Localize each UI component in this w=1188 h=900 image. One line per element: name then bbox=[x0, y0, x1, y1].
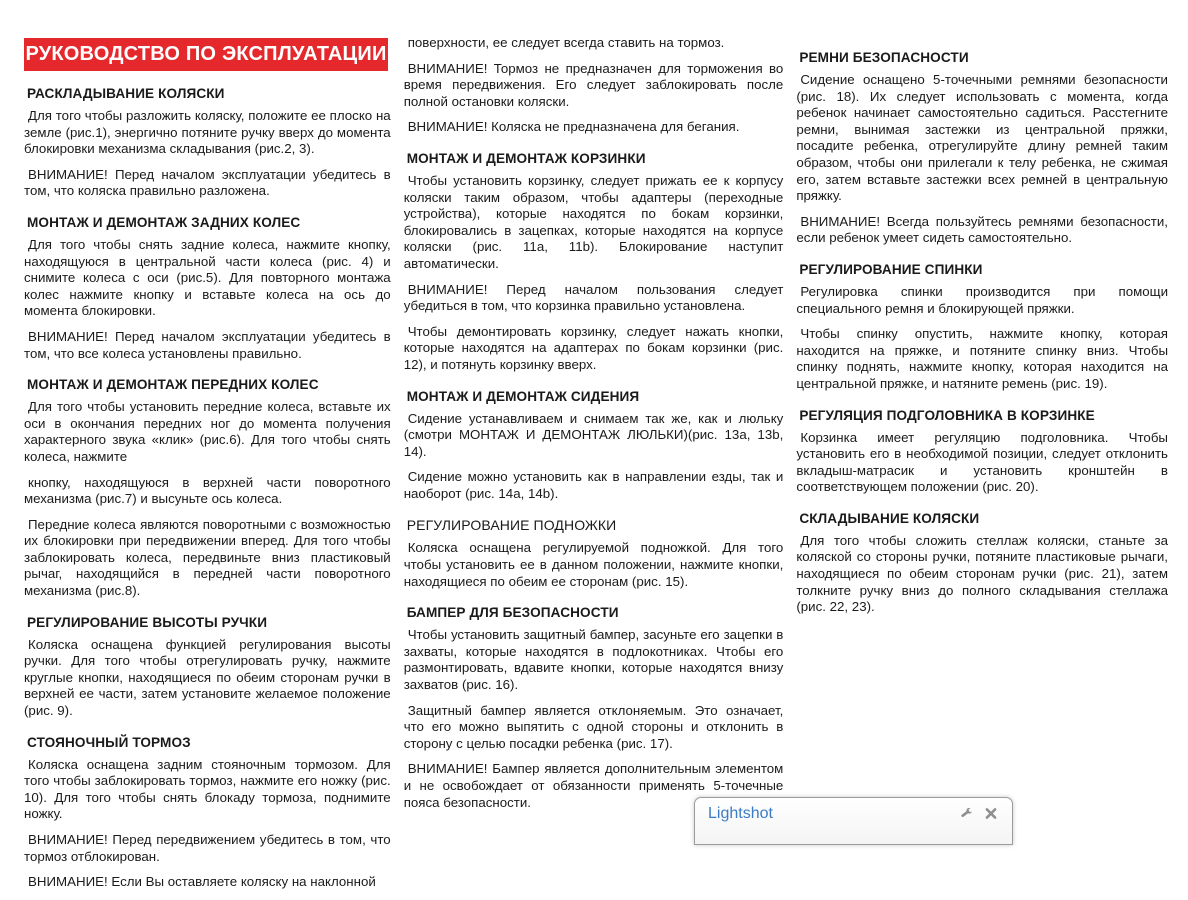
paragraph: Корзинка имеет регуляцию подголовника. Чтобы установить его в необходимой позиции, следует отклонить вкладыш-матрасик и установить кронштейн в соответствующем положении (рис. 20). bbox=[796, 429, 1168, 495]
paragraph: Для того чтобы установить передние колеса, вставьте их оси в окончания передних ног до момента получения характерного звука «клик» (рис.6). Для того чтобы снять колеса, нажмите bbox=[24, 399, 391, 464]
paragraph: Для того чтобы снять задние колеса, нажмите кнопку, находящуюся в центральной части колеса (рис. 4) и снимите колеса с оси (рис.5). Для повторного монтажа колес нажмите кнопку и вставьте колеса на ось до момента блокировки. bbox=[24, 236, 391, 319]
column-1 bbox=[24, 35, 391, 900]
paragraph: ВНИМАНИЕ! Перед началом эксплуатации убедитесь в том, что коляска правильно разложена. bbox=[24, 166, 391, 199]
paragraph: Передние колеса являются поворотными с возможностью их блокировки при передвижении вперед. Для того чтобы заблокировать колеса, передвиньте вниз пластиковый рычаг, находящийся в передней части поворотного механизма (рис.8). bbox=[24, 516, 391, 599]
section-heading: РЕГУЛИРОВАНИЕ ПОДНОЖКИ bbox=[406, 517, 617, 534]
section-heading: МОНТАЖ И ДЕМОНТАЖ ЗАДНИХ КОЛЕС bbox=[27, 214, 301, 230]
section-heading: РАСКЛАДЫВАНИЕ КОЛЯСКИ bbox=[27, 86, 225, 101]
section-heading: РЕГУЛИРОВАНИЕ СПИНКИ bbox=[799, 261, 983, 277]
paragraph: Чтобы установить защитный бампер, засуньте его зацепки в захваты, которые находятся в подлокотниках. Чтобы его размонтировать, вдавите кнопки, которые находятся внизу захватов (рис. 16). bbox=[403, 627, 784, 693]
paragraph: ВНИМАНИЕ! Бампер является дополнительным элементом и не освобождает от обязанности применять 5-точечные пояса безопасности. bbox=[403, 761, 784, 810]
paragraph: ВНИМАНИЕ! Тормоз не предназначен для торможения во время передвижения. Его следует заблокировать после полной остановки коляски. bbox=[403, 60, 784, 109]
paragraph: Защитный бампер является отклоняемым. Это означает, что его можно выпятить с одной стороны и отклонить в сторону с целью посадки ребенка (рис. 17). bbox=[403, 702, 784, 751]
column-2-blocks bbox=[404, 35, 784, 811]
paragraph: ВНИМАНИЕ! Перед началом эксплуатации убедитесь в том, что все колеса установлены правильно. bbox=[24, 328, 391, 361]
section-heading: МОНТАЖ И ДЕМОНТАЖ КОРЗИНКИ bbox=[406, 150, 646, 166]
paragraph: Коляска оснащена функцией регулирования высоты ручки. Для того чтобы отрегулировать ручку, нажмите круглые кнопки, находящиеся по обеим сторонам ручки в верхней ее части, затем установите желаемое положение (рис. 9). bbox=[24, 636, 391, 719]
paragraph: Чтобы спинку опустить, нажмите кнопку, которая находится на пряжке, и потяните спинку вниз. Чтобы спинку поднять, нажмите кнопку, которая находится на центральной пряжке, и натяните ремень (рис. 19). bbox=[796, 326, 1168, 391]
manual-title-banner bbox=[24, 38, 388, 71]
paragraph: Для того чтобы сложить стеллаж коляски, станьте за коляской со стороны ручки, потяните пластиковые рычаги, находящиеся по обеим сторонам ручки (рис. 21), затем толкните ручку вниз до полного складывания стеллажа (рис. 22, 23). bbox=[796, 532, 1168, 615]
paragraph: ВНИМАНИЕ! Если Вы оставляете коляску на наклонной bbox=[28, 874, 376, 890]
paragraph: поверхности, ее следует всегда ставить на тормоз. bbox=[407, 35, 725, 50]
paragraph: Коляска оснащена регулируемой подножкой. Для того чтобы установить ее в данном положении, нажмите кнопки, находящиеся по обеим ее сторонам (рис. 15). bbox=[403, 540, 784, 589]
lightshot-window bbox=[694, 797, 1013, 845]
paragraph: Чтобы установить корзинку, следует прижать ее к корпусу коляски таким образом, чтобы адаптеры (переходные устройства), которые находятся по бокам корзинки, блокировались в зацепках, которые находятся на корпусе коляски (рис. 11a, 11b). Блокирование наступит автоматически. bbox=[403, 172, 784, 271]
paragraph: ВНИМАНИЕ! Перед началом пользования следует убедиться в том, что корзинка правильно установлена. bbox=[403, 281, 784, 314]
column-2 bbox=[404, 35, 784, 820]
column-3-blocks bbox=[796, 50, 1168, 616]
paragraph: Коляска оснащена задним стояночным тормозом. Для того чтобы заблокировать тормоз, нажмите его ножку (рис. 10). Для того чтобы снять блокаду тормоза, поднимите ножку. bbox=[24, 756, 391, 822]
section-heading: МОНТАЖ И ДЕМОНТАЖ ПЕРЕДНИХ КОЛЕС bbox=[27, 377, 319, 393]
paragraph: Регулировка спинки производится при помощи специального ремня и блокирующей пряжки. bbox=[796, 283, 1168, 316]
paragraph: ВНИМАНИЕ! Всегда пользуйтесь ремнями безопасности, если ребенок умеет сидеть самостоятельно. bbox=[796, 213, 1168, 246]
paragraph: Сидение можно установить как в направлении езды, так и наоборот (рис. 14a, 14b). bbox=[403, 469, 784, 501]
section-heading: РЕГУЛЯЦИЯ ПОДГОЛОВНИКА В КОРЗИНКЕ bbox=[799, 407, 1095, 423]
close-icon[interactable] bbox=[984, 807, 998, 820]
section-heading: СКЛАДЫВАНИЕ КОЛЯСКИ bbox=[799, 510, 980, 526]
section-heading: БАМПЕР ДЛЯ БЕЗОПАСНОСТИ bbox=[406, 605, 619, 621]
section-heading: РЕМНИ БЕЗОПАСНОСТИ bbox=[799, 50, 969, 65]
column-3 bbox=[796, 35, 1168, 625]
lightshot-window-title: Lightshot bbox=[708, 805, 773, 822]
manual-title: РУКОВОДСТВО ПО ЭКСПЛУАТАЦИИ bbox=[25, 43, 387, 65]
column-1-blocks bbox=[24, 86, 391, 891]
paragraph: Сидение устанавливаем и снимаем так же, как и люльку (смотри МОНТАЖ И ДЕМОНТАЖ ЛЮЛЬКИ)(рис. 13a, 13b, 14). bbox=[403, 410, 784, 459]
paragraph: Для того чтобы разложить коляску, положите ее плоско на земле (рис.1), энергично потяните ручку вверх до момента блокировки механизма складывания (рис.2, 3). bbox=[24, 108, 391, 157]
paragraph: ВНИМАНИЕ! Перед передвижением убедитесь в том, что тормоз отблокирован. bbox=[24, 832, 391, 864]
lightshot-window-controls bbox=[960, 807, 998, 820]
paragraph: Чтобы демонтировать корзинку, следует нажать кнопки, которые находятся на адаптерах по бокам корзинки (рис. 12), и потянуть корзинку вверх. bbox=[403, 323, 784, 372]
paragraph: кнопку, находящуюся в верхней части поворотного механизма (рис.7) и высуньте ось колеса. bbox=[24, 474, 391, 507]
settings-wrench-icon[interactable] bbox=[960, 807, 974, 820]
section-heading: РЕГУЛИРОВАНИЕ ВЫСОТЫ РУЧКИ bbox=[27, 614, 268, 630]
section-heading: СТОЯНОЧНЫЙ ТОРМОЗ bbox=[27, 734, 191, 750]
paragraph: ВНИМАНИЕ! Коляска не предназначена для бегания. bbox=[407, 119, 740, 135]
section-heading: МОНТАЖ И ДЕМОНТАЖ СИДЕНИЯ bbox=[406, 388, 640, 404]
paragraph: Сидение оснащено 5-точечными ремнями безопасности (рис. 18). Их следует использовать с момента, когда ребенок начинает самостоятельно садиться. Расстегните ремни, вынимая застежки из центральной пряжки, посадите ребенка, отрегулируйте длину ремней таким образом, чтобы они прилегали к телу ребенка, не сжимая его, затем вставьте застежки всех ремней в центральную пряжку. bbox=[796, 72, 1168, 204]
